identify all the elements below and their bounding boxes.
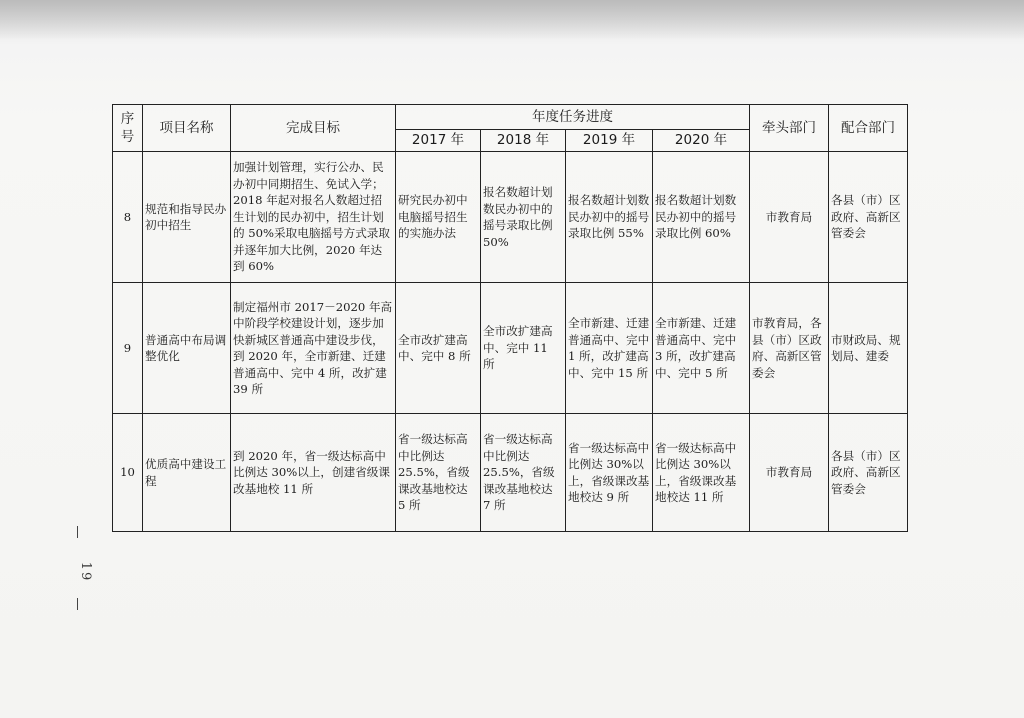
row-progress-2017: 研究民办初中电脑摇号招生的实施办法 (396, 152, 481, 283)
row-lead-dept: 市教育局，各县（市）区政府、高新区管委会 (750, 283, 829, 414)
page-number-text: 19 (78, 561, 93, 583)
page-number (70, 520, 93, 620)
row-goal: 到 2020 年，省一级达标高中比例达 30%以上，创建省级课改基地校 11 所 (231, 414, 396, 532)
header-goal: 完成目标 (231, 105, 396, 152)
row-progress-2018: 全市改扩建高中、完中 11 所 (481, 283, 566, 414)
row-progress-2020: 全市新建、迁建普通高中、完中 3 所，改扩建高中、完中 5 所 (653, 283, 750, 414)
header-coop-dept: 配合部门 (829, 105, 908, 152)
row-coop-dept: 各县（市）区政府、高新区管委会 (829, 152, 908, 283)
header-year-2018: 2018 年 (481, 130, 566, 152)
page-dash-bottom (77, 598, 78, 610)
row-progress-2018: 省一级达标高中比例达 25.5%，省级课改基地校达 7 所 (481, 414, 566, 532)
table-row (113, 414, 908, 532)
row-progress-2017: 全市改扩建高中、完中 8 所 (396, 283, 481, 414)
row-lead-dept: 市教育局 (750, 152, 829, 283)
table-row (113, 152, 908, 283)
row-project-name: 规范和指导民办初中招生 (143, 152, 231, 283)
row-goal: 加强计划管理，实行公办、民办初中同期招生、免试入学；2018 年起对报名人数超过招生计划的民办初中，招生计划的 50%采取电脑摇号方式录取并逐年加大比例，2020 年达到 60% (231, 152, 396, 283)
header-year-2017: 2017 年 (396, 130, 481, 152)
row-progress-2018: 报名数超计划数民办初中的摇号录取比例 50% (481, 152, 566, 283)
table-row (113, 283, 908, 414)
row-seq: 9 (113, 283, 143, 414)
header-seq: 序号 (113, 105, 143, 152)
row-project-name: 优质高中建设工程 (143, 414, 231, 532)
header-lead-dept: 牵头部门 (750, 105, 829, 152)
header-year-2019: 2019 年 (566, 130, 653, 152)
header-annual-progress: 年度任务进度 (396, 105, 750, 130)
row-project-name: 普通高中布局调整优化 (143, 283, 231, 414)
row-progress-2019: 全市新建、迁建普通高中、完中 1 所，改扩建高中、完中 15 所 (566, 283, 653, 414)
row-progress-2019: 省一级达标高中比例达 30%以上，省级课改基地校达 9 所 (566, 414, 653, 532)
scan-edge-shadow (0, 0, 1024, 40)
row-coop-dept: 各县（市）区政府、高新区管委会 (829, 414, 908, 532)
row-progress-2020: 报名数超计划数民办初中的摇号录取比例 60% (653, 152, 750, 283)
header-year-2020: 2020 年 (653, 130, 750, 152)
header-project-name: 项目名称 (143, 105, 231, 152)
row-coop-dept: 市财政局、规划局、建委 (829, 283, 908, 414)
row-progress-2017: 省一级达标高中比例达 25.5%，省级课改基地校达 5 所 (396, 414, 481, 532)
progress-table (112, 104, 908, 532)
row-progress-2020: 省一级达标高中比例达 30%以上，省级课改基地校达 11 所 (653, 414, 750, 532)
row-progress-2019: 报名数超计划数民办初中的摇号录取比例 55% (566, 152, 653, 283)
row-lead-dept: 市教育局 (750, 414, 829, 532)
row-seq: 10 (113, 414, 143, 532)
page-dash-top (77, 526, 78, 538)
row-seq: 8 (113, 152, 143, 283)
header-row (113, 105, 908, 130)
row-goal: 制定福州市 2017－2020 年高中阶段学校建设计划，逐步加快新城区普通高中建设步伐，到 2020 年，全市新建、迁建普通高中、完中 4 所，改扩建 39 所 (231, 283, 396, 414)
